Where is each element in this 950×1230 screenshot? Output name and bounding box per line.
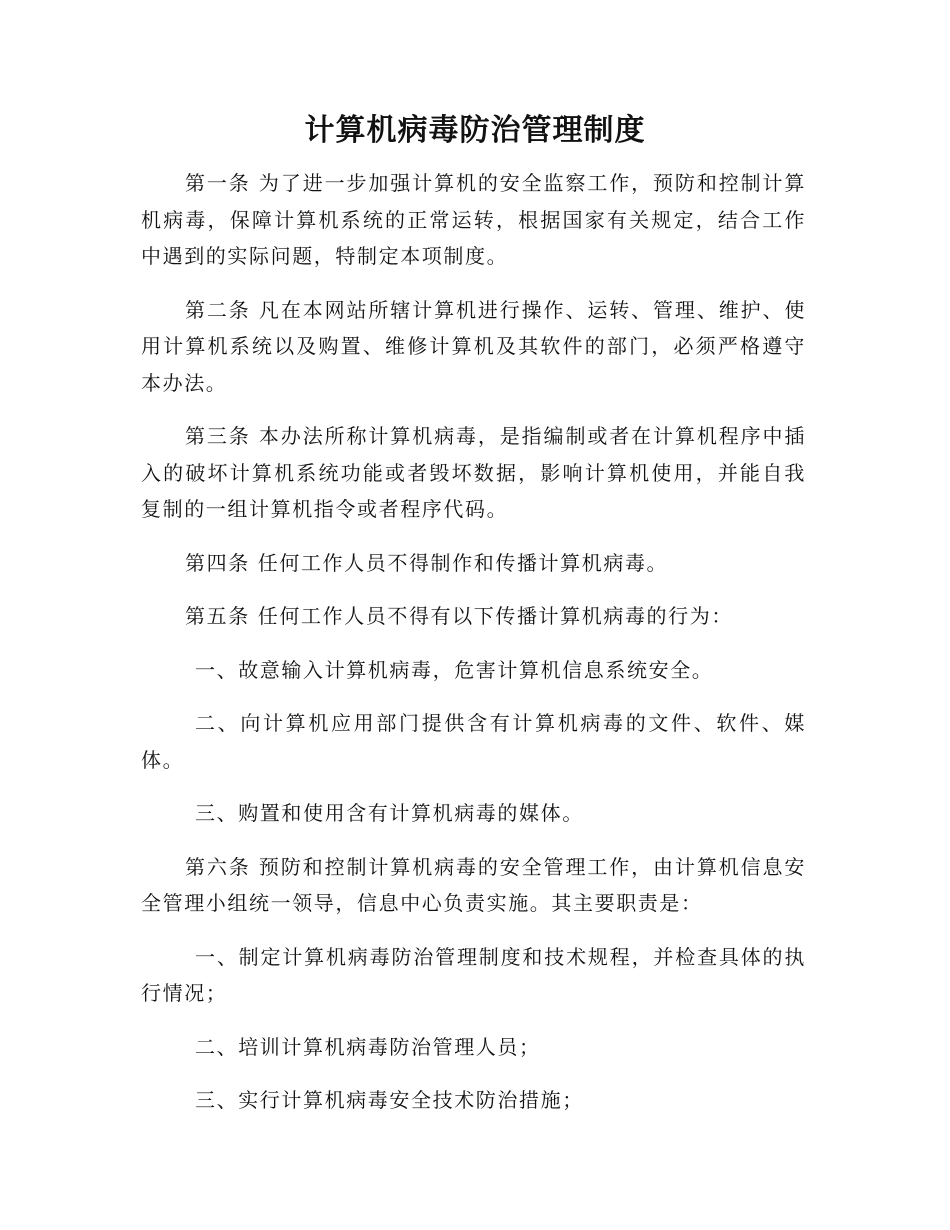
paragraph-article-1: 第一条 为了进一步加强计算机的安全监察工作，预防和控制计算机病毒，保障计算机系统的正常运转，根据国家有关规定，结合工作中遇到的实际问题，特制定本项制度。 xyxy=(141,171,806,268)
paragraph-article-5-item-3: 三、购置和使用含有计算机病毒的媒体。 xyxy=(195,801,584,825)
paragraph-article-5-item-2: 二、向计算机应用部门提供含有计算机病毒的文件、软件、媒体。 xyxy=(141,711,806,772)
paragraph-article-6-item-1: 一、制定计算机病毒防治管理制度和技术规程，并检查具体的执行情况； xyxy=(141,944,806,1005)
paragraph-article-3: 第三条 本办法所称计算机病毒，是指编制或者在计算机程序中插入的破坏计算机系统功能或者毁坏数据，影响计算机使用，并能自我复制的一组计算机指令或者程序代码。 xyxy=(141,424,806,521)
paragraph-article-5: 第五条 任何工作人员不得有以下传播计算机病毒的行为： xyxy=(185,604,733,628)
paragraph-article-4: 第四条 任何工作人员不得制作和传播计算机病毒。 xyxy=(185,550,669,575)
paragraph-article-6: 第六条 预防和控制计算机病毒的安全管理工作，由计算机信息安全管理小组统一领导，信息中心负责实施。其主要职责是： xyxy=(141,854,806,915)
paragraph-article-5-item-1: 一、故意输入计算机病毒，危害计算机信息系统安全。 xyxy=(195,657,714,682)
paragraph-article-6-item-2: 二、培训计算机病毒防治管理人员； xyxy=(195,1034,541,1059)
paragraph-article-6-item-3: 三、实行计算机病毒安全技术防治措施； xyxy=(195,1088,584,1112)
document-body xyxy=(141,165,806,1136)
paragraph-article-2: 第二条 凡在本网站所辖计算机进行操作、运转、管理、维护、使用计算机系统以及购置、维修计算机及其软件的部门，必须严格遵守本办法。 xyxy=(141,297,806,395)
document-title: 计算机病毒防治管理制度 xyxy=(304,113,646,148)
